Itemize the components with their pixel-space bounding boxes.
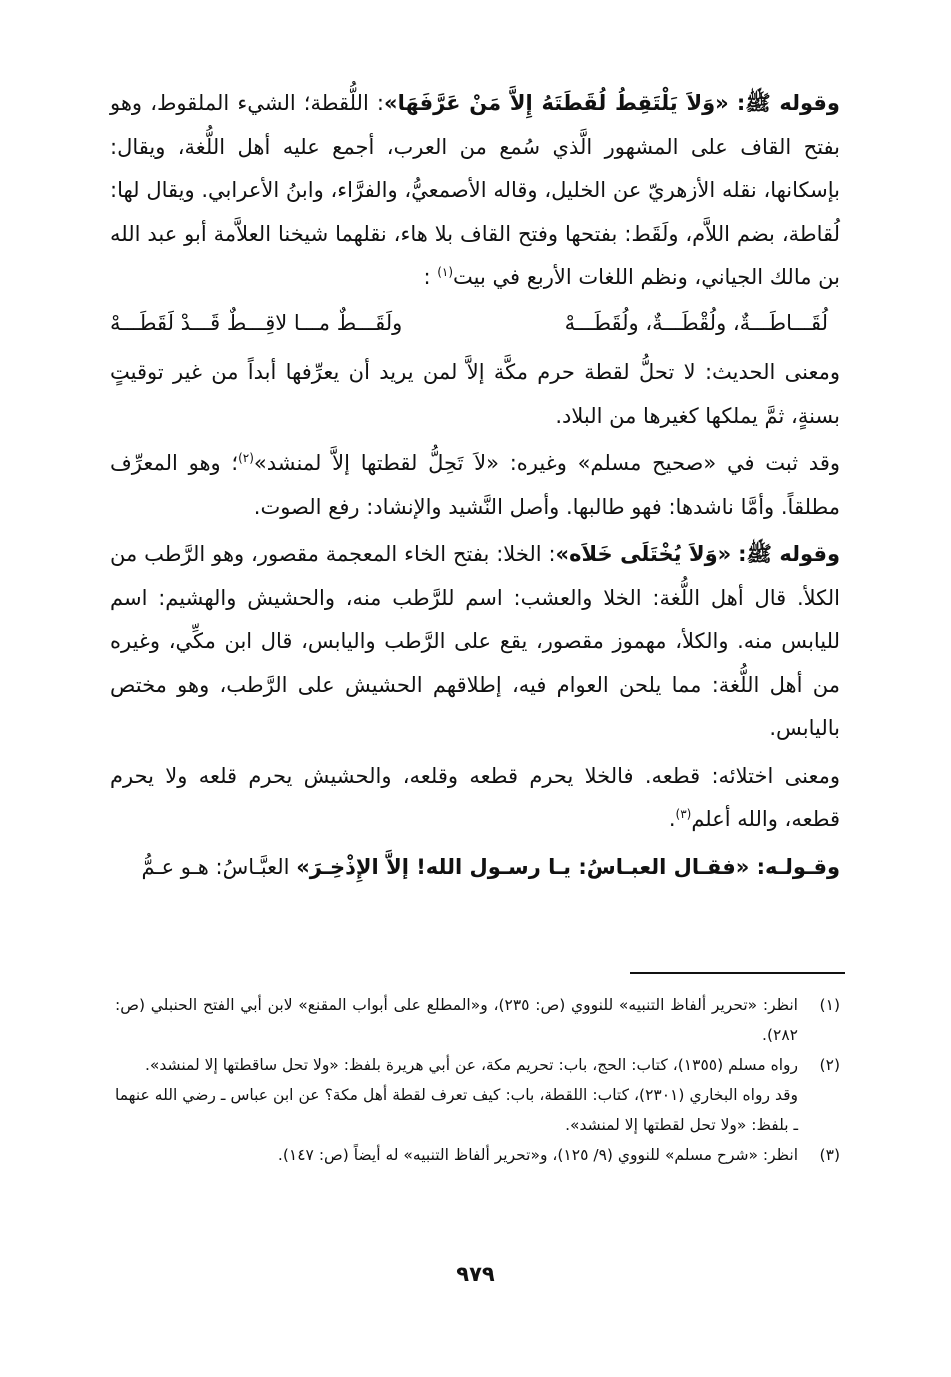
verse-hemistich-1: لُقَـــاطَـــةٌ، ولُقْطَـــةٌ، ولُقَطَـــهْ	[564, 310, 828, 335]
main-text	[110, 82, 840, 889]
paragraph-3	[110, 442, 840, 529]
footnotes	[115, 990, 840, 1170]
paragraph-1-tail: :	[423, 265, 438, 289]
paragraph-5-tail: .	[668, 807, 676, 831]
paragraph-2-text: ومعنى الحديث: لا تحلُّ لقطة حرم مكَّة إلاَّ لمن يريد أن يعرِّفها أبداً من غير توقيتٍ بسنةٍ، ثمَّ يملكها كغيرها من البلاد.	[110, 360, 840, 428]
footnote-1-number: (١)	[819, 996, 840, 1014]
paragraph-6-text: العبَّـاسُ: هـو عـمُّ	[141, 854, 297, 879]
footnote-3-text: انظر: «شرح مسلم» للنووي (٩/ ١٢٥)، و«تحرير ألفاظ التنبيه» له أيضاً (ص: ١٤٧).	[277, 1146, 798, 1164]
paragraph-4-lead: وقوله ﷺ:	[738, 542, 840, 566]
paragraph-5-text: ومعنى اختلائه: قطعه. فالخلا يحرم قطعه وقلعه، والحشيش يحرم قلعه ولا يحرم قطعه، والله أعلم	[110, 763, 840, 831]
footnote-divider	[630, 972, 845, 974]
paragraph-5	[110, 755, 840, 842]
footnote-3-number: (٣)	[819, 1146, 840, 1164]
paragraph-3-text: وقد ثبت في «صحيح مسلم» وغيره: «لاَ تَحِلُّ لقطتها إلاَّ لمنشد»	[253, 451, 840, 475]
footnote-ref-2[interactable]: (٢)	[238, 451, 254, 465]
footnote-ref-1[interactable]: (١)	[437, 265, 454, 279]
footnote-1-text: انظر: «تحرير ألفاظ التنبيه» للنووي (ص: ٢٣٥)، و«المطلع على أبواب المقنع» لابن أبي الفتح الحنبلي (ص: ٢٨٢).	[115, 996, 798, 1044]
paragraph-3-tail: ؛ وهو المعرِّف مطلقاً. وأمَّا ناشدها: فهو طالبها. وأصل النَّشيد والإنشاد: رفع الصوت.	[110, 451, 840, 519]
footnote-1	[115, 990, 840, 1050]
paragraph-2	[110, 351, 840, 438]
page-number: ٩٧٩	[456, 1262, 495, 1286]
paragraph-1-lead: وقوله ﷺ:	[736, 91, 840, 115]
footnote-ref-3[interactable]: (٣)	[675, 807, 692, 821]
footnote-2-number: (٢)	[819, 1056, 840, 1074]
footnote-3	[115, 1140, 840, 1170]
verse-hemistich-2: ولَقَـــطٌ مـــا لاقِـــطٌ قَـــدْ لَقَطَـــهْ	[110, 310, 403, 335]
paragraph-1	[110, 82, 840, 300]
footnote-2-continuation: وقد رواه البخاري (٢٣٠١)، كتاب: اللقطة، باب: كيف تعرف لقطة أهل مكة؟ عن ابن عباس ـ رضي الله عنهما ـ بلفظ: «ولا تحل لقطتها إلا لمنشد».	[115, 1086, 799, 1134]
paragraph-1-text: : اللُّقطة؛ الشيء الملقوط، وهو بفتح القاف على المشهور الَّذي سُمع من العرب، أجمع عليه أهل اللُّغة، ويقال: بإسكانها، نقله الأزهريّ عن الخليل، وقاله الأصمعيُّ، والفرَّاء، وابنُ الأعرابي. ويقال لها: لُقاطة، بضم اللاَّم، ولَقَط: بفتحها وفتح القاف بلا هاء، نقلهما شيخنا العلاَّمة أبو عبد الله بن مالك الجياني، ونظم اللغات الأربع في بيت	[110, 91, 840, 289]
paragraph-1-hadith: «وَلاَ يَلْتَقِطُ لُقَطَتَهُ إِلاَّ مَنْ عَرَّفَهَا»	[384, 91, 729, 115]
poem-verse	[110, 302, 840, 346]
paragraph-6-lead: وقـولـه: «فقـال العبـاسُ: يـا رسـول الله! إلاَّ الإِذْخِـرَ»	[296, 854, 840, 879]
paragraph-4-text: : الخلا: بفتح الخاء المعجمة مقصور، وهو الرَّطب من الكلأ. قال أهل اللُّغة: الخلا والعشب: اسم للرَّطب منه، والحشيش والهشيم: اسم لليابس منه. والكلأ، مهموز مقصور، يقع على الرَّطب واليابس، قال ابن مكِّي، وغيره من أهل اللُّغة: مما يلحن العوام فيه، إطلاقهم الحشيش على الرَّطب، وهو مختص باليابس.	[110, 542, 840, 740]
footnote-2	[115, 1050, 840, 1080]
paragraph-4-hadith: «وَلاَ يُخْتَلَى خَلاَه»	[555, 542, 732, 566]
paragraph-6	[110, 846, 840, 890]
footnote-2-text: رواه مسلم (١٣٥٥)، كتاب: الحج، باب: تحريم مكة، عن أبي هريرة بلفظ: «ولا تحل ساقطتها إلا لمنشد».	[144, 1056, 798, 1074]
paragraph-4	[110, 533, 840, 751]
